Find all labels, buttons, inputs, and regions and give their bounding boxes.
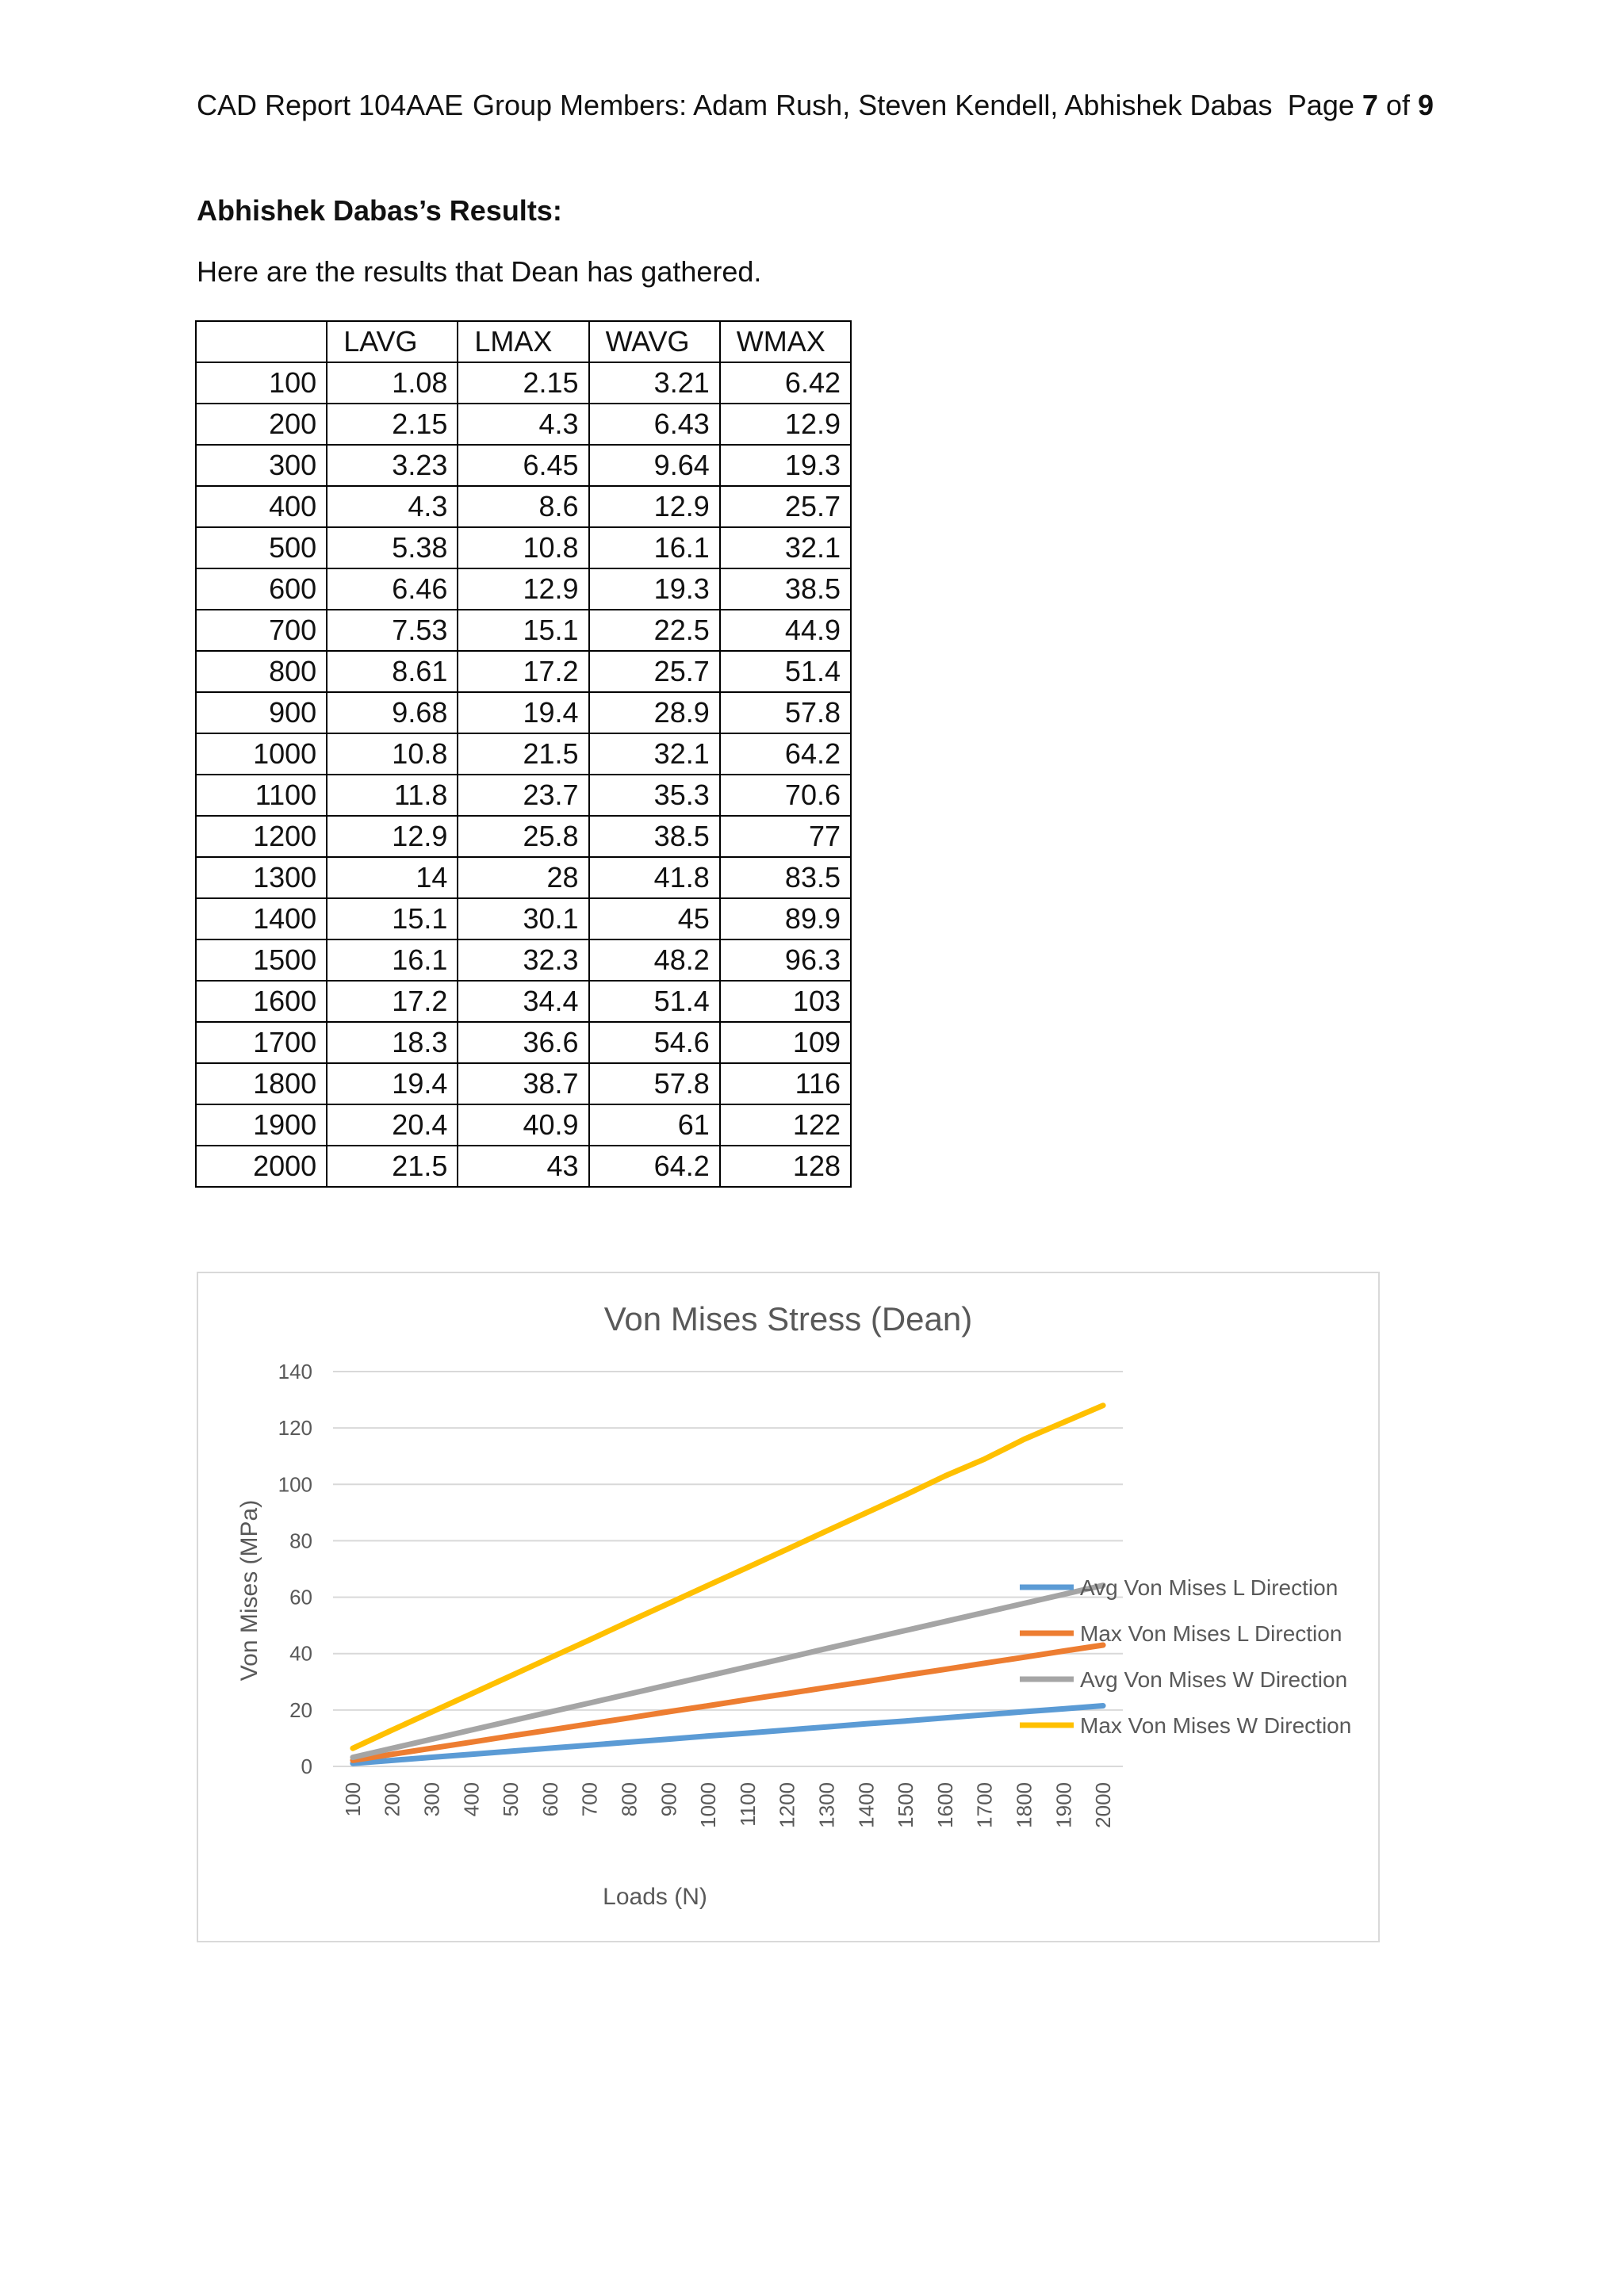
page-header [197, 89, 1434, 136]
value-cell: 8.6 [458, 486, 588, 527]
value-cell: 18.3 [327, 1022, 458, 1063]
group-members: Group Members: Adam Rush, Steven Kendell, Abhishek Dabas [473, 89, 1273, 121]
value-cell: 41.8 [589, 857, 720, 898]
value-cell: 38.7 [458, 1063, 588, 1104]
value-cell: 51.4 [589, 981, 720, 1022]
y-tick-label: 100 [278, 1472, 312, 1497]
table-row [196, 610, 851, 651]
value-cell: 2.15 [458, 362, 588, 404]
value-cell: 48.2 [589, 939, 720, 981]
load-cell: 2000 [196, 1146, 327, 1187]
value-cell: 64.2 [720, 733, 851, 775]
value-cell: 70.6 [720, 775, 851, 816]
value-cell: 9.64 [589, 445, 720, 486]
table-row [196, 486, 851, 527]
results-table [195, 320, 852, 1188]
value-cell: 38.5 [720, 568, 851, 610]
y-tick-label: 60 [289, 1585, 312, 1609]
value-cell: 7.53 [327, 610, 458, 651]
load-cell: 1900 [196, 1104, 327, 1146]
table-row [196, 898, 851, 939]
y-tick-label: 40 [289, 1641, 312, 1666]
load-cell: 1300 [196, 857, 327, 898]
value-cell: 44.9 [720, 610, 851, 651]
value-cell: 38.5 [589, 816, 720, 857]
legend-label: Avg Von Mises L Direction [1080, 1575, 1339, 1600]
value-cell: 3.21 [589, 362, 720, 404]
x-tick-label: 1800 [1012, 1782, 1036, 1828]
x-tick-label: 1200 [775, 1782, 799, 1828]
value-cell: 10.8 [327, 733, 458, 775]
x-tick-label: 600 [538, 1782, 562, 1817]
value-cell: 19.3 [589, 568, 720, 610]
table-row [196, 651, 851, 692]
value-cell: 36.6 [458, 1022, 588, 1063]
table-header-cell [196, 321, 327, 362]
value-cell: 11.8 [327, 775, 458, 816]
value-cell: 19.4 [458, 692, 588, 733]
value-cell: 10.8 [458, 527, 588, 568]
x-tick-label: 2000 [1091, 1782, 1116, 1828]
x-tick-label: 1600 [933, 1782, 957, 1828]
value-cell: 35.3 [589, 775, 720, 816]
load-cell: 400 [196, 486, 327, 527]
x-axis-label: Loads (N) [603, 1884, 707, 1910]
value-cell: 16.1 [327, 939, 458, 981]
value-cell: 122 [720, 1104, 851, 1146]
x-tick-label: 400 [459, 1782, 484, 1817]
value-cell: 22.5 [589, 610, 720, 651]
load-cell: 900 [196, 692, 327, 733]
value-cell: 64.2 [589, 1146, 720, 1187]
value-cell: 6.43 [589, 404, 720, 445]
load-cell: 1700 [196, 1022, 327, 1063]
table-header-cell: WAVG [589, 321, 720, 362]
value-cell: 96.3 [720, 939, 851, 981]
y-tick-label: 0 [301, 1755, 312, 1778]
load-cell: 1800 [196, 1063, 327, 1104]
value-cell: 15.1 [458, 610, 588, 651]
legend-label: Max Von Mises L Direction [1080, 1621, 1342, 1646]
load-cell: 1400 [196, 898, 327, 939]
value-cell: 25.7 [589, 651, 720, 692]
load-cell: 1100 [196, 775, 327, 816]
table-header-cell: LAVG [327, 321, 458, 362]
load-cell: 700 [196, 610, 327, 651]
value-cell: 28 [458, 857, 588, 898]
x-tick-label: 100 [340, 1782, 365, 1817]
value-cell: 12.9 [458, 568, 588, 610]
y-tick-label: 120 [278, 1416, 312, 1441]
intro-text: Here are the results that Dean has gathered. [197, 255, 762, 288]
value-cell: 32.1 [589, 733, 720, 775]
value-cell: 40.9 [458, 1104, 588, 1146]
series-line-2 [353, 1645, 1103, 1760]
value-cell: 61 [589, 1104, 720, 1146]
value-cell: 45 [589, 898, 720, 939]
value-cell: 4.3 [327, 486, 458, 527]
value-cell: 21.5 [327, 1146, 458, 1187]
y-axis-label: Von Mises (MPa) [236, 1499, 262, 1682]
x-tick-label: 300 [419, 1782, 444, 1817]
page-number: Page 7 of 9 [1287, 89, 1434, 121]
value-cell: 32.1 [720, 527, 851, 568]
value-cell: 6.42 [720, 362, 851, 404]
x-tick-label: 200 [380, 1782, 404, 1817]
value-cell: 43 [458, 1146, 588, 1187]
chart-svg [198, 1273, 1381, 1944]
value-cell: 16.1 [589, 527, 720, 568]
table-header-cell: LMAX [458, 321, 588, 362]
value-cell: 34.4 [458, 981, 588, 1022]
legend-label: Max Von Mises W Direction [1080, 1713, 1352, 1738]
value-cell: 54.6 [589, 1022, 720, 1063]
y-tick-label: 80 [289, 1529, 312, 1553]
value-cell: 19.3 [720, 445, 851, 486]
table-row [196, 857, 851, 898]
y-tick-label: 140 [278, 1360, 312, 1383]
report-code: CAD Report 104AAE [197, 89, 464, 121]
value-cell: 77 [720, 816, 851, 857]
load-cell: 200 [196, 404, 327, 445]
value-cell: 6.46 [327, 568, 458, 610]
value-cell: 128 [720, 1146, 851, 1187]
table-header-cell: WMAX [720, 321, 851, 362]
value-cell: 8.61 [327, 651, 458, 692]
table-row [196, 527, 851, 568]
value-cell: 15.1 [327, 898, 458, 939]
series-line-4 [353, 1406, 1103, 1749]
table-row [196, 1022, 851, 1063]
value-cell: 12.9 [327, 816, 458, 857]
table-row [196, 445, 851, 486]
table-row [196, 939, 851, 981]
value-cell: 2.15 [327, 404, 458, 445]
value-cell: 32.3 [458, 939, 588, 981]
table-row [196, 733, 851, 775]
load-cell: 1500 [196, 939, 327, 981]
load-cell: 600 [196, 568, 327, 610]
value-cell: 20.4 [327, 1104, 458, 1146]
table-row [196, 362, 851, 404]
series-line-3 [353, 1586, 1103, 1758]
table-row [196, 404, 851, 445]
table-row [196, 692, 851, 733]
table-header-row [196, 321, 851, 362]
x-tick-label: 1900 [1051, 1782, 1076, 1828]
load-cell: 1200 [196, 816, 327, 857]
value-cell: 25.8 [458, 816, 588, 857]
x-tick-label: 700 [577, 1782, 602, 1817]
x-tick-label: 500 [499, 1782, 523, 1817]
value-cell: 103 [720, 981, 851, 1022]
x-tick-label: 1400 [854, 1782, 879, 1828]
von-mises-chart [197, 1272, 1380, 1942]
value-cell: 89.9 [720, 898, 851, 939]
series-line-1 [353, 1706, 1103, 1764]
value-cell: 6.45 [458, 445, 588, 486]
table-row [196, 568, 851, 610]
value-cell: 1.08 [327, 362, 458, 404]
x-tick-label: 1300 [814, 1782, 839, 1828]
table-row [196, 775, 851, 816]
load-cell: 100 [196, 362, 327, 404]
chart-title: Von Mises Stress (Dean) [603, 1300, 973, 1337]
load-cell: 1600 [196, 981, 327, 1022]
value-cell: 4.3 [458, 404, 588, 445]
load-cell: 800 [196, 651, 327, 692]
value-cell: 19.4 [327, 1063, 458, 1104]
value-cell: 109 [720, 1022, 851, 1063]
value-cell: 3.23 [327, 445, 458, 486]
table-row [196, 1104, 851, 1146]
y-tick-label: 20 [289, 1697, 312, 1722]
value-cell: 83.5 [720, 857, 851, 898]
x-tick-label: 1700 [972, 1782, 997, 1828]
x-tick-label: 1100 [735, 1782, 760, 1827]
load-cell: 1000 [196, 733, 327, 775]
value-cell: 57.8 [720, 692, 851, 733]
x-tick-label: 1000 [696, 1782, 721, 1828]
section-title: Abhishek Dabas’s Results: [197, 194, 562, 227]
value-cell: 14 [327, 857, 458, 898]
x-tick-label: 1500 [894, 1782, 918, 1828]
value-cell: 12.9 [589, 486, 720, 527]
table-row [196, 981, 851, 1022]
value-cell: 116 [720, 1063, 851, 1104]
x-tick-label: 900 [657, 1782, 681, 1817]
value-cell: 21.5 [458, 733, 588, 775]
table-row [196, 1063, 851, 1104]
value-cell: 17.2 [458, 651, 588, 692]
value-cell: 9.68 [327, 692, 458, 733]
x-tick-label: 800 [617, 1782, 642, 1817]
value-cell: 17.2 [327, 981, 458, 1022]
load-cell: 300 [196, 445, 327, 486]
value-cell: 30.1 [458, 898, 588, 939]
value-cell: 5.38 [327, 527, 458, 568]
table-row [196, 816, 851, 857]
table-row [196, 1146, 851, 1187]
value-cell: 25.7 [720, 486, 851, 527]
value-cell: 12.9 [720, 404, 851, 445]
value-cell: 57.8 [589, 1063, 720, 1104]
value-cell: 23.7 [458, 775, 588, 816]
value-cell: 28.9 [589, 692, 720, 733]
value-cell: 51.4 [720, 651, 851, 692]
load-cell: 500 [196, 527, 327, 568]
legend-label: Avg Von Mises W Direction [1080, 1667, 1348, 1692]
